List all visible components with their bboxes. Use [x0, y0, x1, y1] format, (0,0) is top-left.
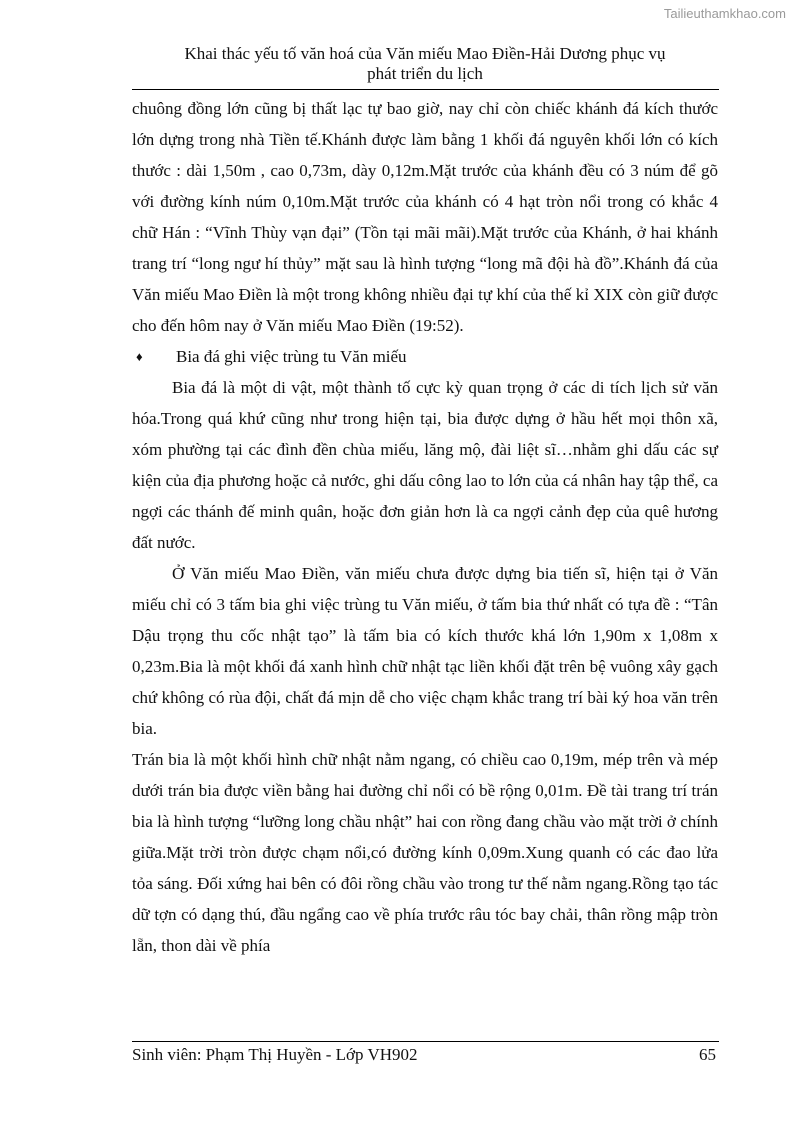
- header-title-line2: phát triển du lịch: [367, 64, 483, 83]
- paragraph-khanh-da: chuông đồng lớn cũng bị thất lạc tự bao giờ, nay chỉ còn chiếc khánh đá kích thước lớn dựng trong nhà Tiền tế.Khánh được làm bằng 1 khối đá nguyên khối lớn có kích thước : dài 1,50m , cao 0,73m, dày 0,12m.Mặt trước của khánh đều có 3 núm để gõ với đường kính núm 0,10m.Mặt trước của khánh có 4 hạt tròn nổi trong có khắc 4 chữ Hán : “Vĩnh Thùy vạn đại” (Tồn tại mãi mãi).Mặt trước của Khánh, ở hai khánh trang trí “long ngư hí thủy” mặt sau là hình tượng “long mã đội hà đồ”.Khánh đá của Văn miếu Mao Điền là một trong không nhiều đại tự khí của thế kỉ XIX còn giữ được cho đến hôm nay ở Văn miếu Mao Điền (19:52).: [132, 99, 718, 335]
- paragraph-van-mieu-bia: Ở Văn miếu Mao Điền, văn miếu chưa được dựng bia tiến sĩ, hiện tại ở Văn miếu chỉ có 3 tấm bia ghi việc trùng tu Văn miếu, ở tấm bia thứ nhất có tựa đề : “Tân Dậu trọng thu cốc nhật tạo” là tấm bia có kích thước khá lớn 1,90m x 1,08m x 0,23m.Bia là một khối đá xanh hình chữ nhật tạc liền khối đặt trên bệ vuông xây gạch chứ không có rùa đội, chất đá mịn dễ cho việc chạm khắc trang trí bài ký hoa văn trên bia.: [132, 564, 718, 738]
- bullet-heading: [132, 341, 718, 372]
- paragraph-tran-bia: Trán bia là một khối hình chữ nhật nằm ngang, có chiều cao 0,19m, mép trên và mép dưới trán bia được viền bằng hai đường chỉ nổi có bề rộng 0,01m. Đề tài trang trí trán bia là hình tượng “lưỡng long chầu nhật” hai con rồng đang chầu vào mặt trời ở chính giữa.Mặt trời tròn được chạm nổi,có đường kính 0,09m.Xung quanh có các đao lửa tỏa sáng. Đối xứng hai bên có đôi rồng chầu vào trong tư thế nằm ngang.Rồng tạo tác dữ tợn có dạng thú, đầu ngẩng cao về phía trước râu tóc bay chải, thân rồng mập tròn lẵn, thon dài về phía: [132, 750, 718, 955]
- bullet-heading-text: Bia đá ghi việc trùng tu Văn miếu: [176, 347, 407, 366]
- page-header: [132, 44, 718, 84]
- footer-divider: [132, 1041, 719, 1042]
- watermark: Tailieuthamkhao.com: [663, 6, 786, 21]
- paragraph-bia-da: Bia đá là một di vật, một thành tố cực kỳ quan trọng ở các di tích lịch sử văn hóa.Trong quá khứ cũng như trong hiện tại, bia được dựng ở hầu hết mọi thôn xã, xóm phường tại các đình đền chùa miếu, lăng mộ, đài liệt sĩ…nhằm ghi dấu các sự kiện của địa phương hoặc cả nước, ghi dấu công lao to lớn của cá nhân hay tập thể, ca ngợi các thánh đế minh quân, hoặc đơn giản hơn là ca ngợi cảnh đẹp của quê hương đất nước.: [132, 378, 718, 552]
- document-body: [132, 93, 718, 961]
- footer-author: Sinh viên: Phạm Thị Huyền - Lớp VH902: [132, 1045, 418, 1064]
- page-footer: [132, 1044, 718, 1066]
- header-title-line1: Khai thác yếu tố văn hoá của Văn miếu Mao Điền-Hải Dương phục vụ: [184, 44, 666, 63]
- diamond-bullet-icon: ♦: [136, 349, 143, 364]
- header-divider: [132, 89, 719, 90]
- page-number: 65: [699, 1045, 716, 1064]
